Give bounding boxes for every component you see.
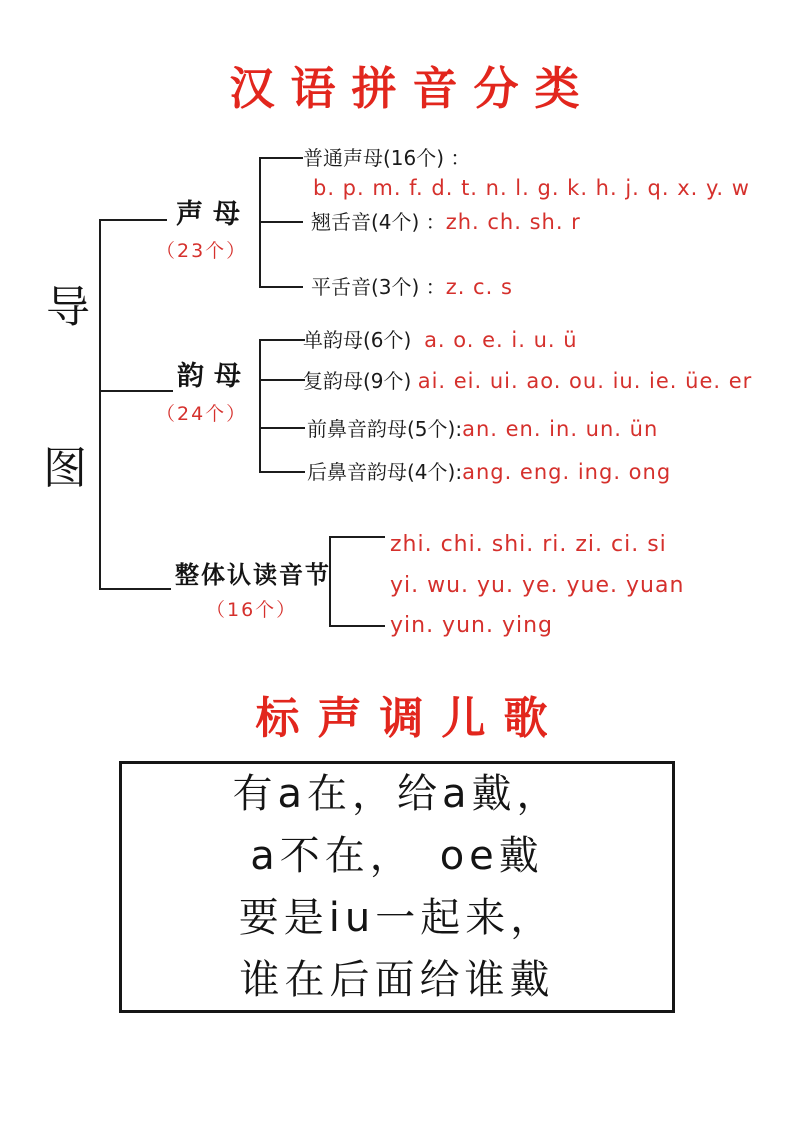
leaf-fuyunmu-label: 复韵母(9个)	[303, 369, 412, 393]
leaf-qianbiyin-label: 前鼻音韵母(5个):	[307, 417, 463, 441]
leaf-putong-shengmu-value: b. p. m. f. d. t. n. l. g. k. h. j. q. x. y. w	[313, 176, 750, 200]
shengmu-tick-3	[259, 286, 303, 288]
leaf-zhengti-line-1: zhi. chi. shi. ri. zi. ci. si	[390, 532, 667, 557]
leaf-qiaosheyin	[311, 210, 581, 235]
rhyme-line-2: a不在， oe戴	[250, 833, 544, 879]
leaf-danyunmu-label: 单韵母(6个)	[303, 328, 412, 352]
branch-yunmu-label: 韵母	[177, 361, 251, 392]
shengmu-tick-2	[259, 221, 303, 223]
leaf-houbiyin	[307, 460, 671, 485]
leaf-zhengti-line-2: yi. wu. yu. ye. yue. yuan	[390, 573, 685, 598]
zhengti-tick-bottom	[329, 625, 385, 627]
shengmu-tick-1	[259, 157, 303, 159]
yunmu-tick-3	[259, 427, 305, 429]
yunmu-subtrunk-line	[259, 339, 261, 473]
rhyme-line-1: 有a在，给a戴，	[232, 771, 562, 817]
leaf-putong-shengmu	[303, 146, 470, 170]
leaf-qianbiyin	[307, 417, 658, 442]
root-label-char-1: 导	[46, 282, 90, 333]
leaf-pingsheyin	[311, 275, 513, 300]
leaf-danyunmu-value: a. o. e. i. u. ü	[424, 328, 578, 352]
rhyme-title: 标声调儿歌	[255, 693, 566, 744]
leaf-qiaosheyin-value: zh. ch. sh. r	[445, 210, 581, 234]
leaf-houbiyin-label: 后鼻音韵母(4个):	[307, 460, 463, 484]
branch-shengmu-line	[99, 219, 167, 221]
branch-yunmu-line	[99, 390, 173, 392]
leaf-pingsheyin-label: 平舌音(3个) ：	[311, 275, 446, 299]
branch-yunmu-count: （24个）	[156, 403, 248, 425]
rhyme-line-4: 谁在后面给谁戴	[239, 957, 555, 1003]
leaf-fuyunmu-value: ai. ei. ui. ao. ou. iu. ie. üe. er	[417, 369, 753, 393]
yunmu-tick-4	[259, 471, 305, 473]
leaf-qiaosheyin-label: 翘舌音(4个) ：	[311, 210, 446, 234]
leaf-houbiyin-value: ang. eng. ing. ong	[462, 460, 672, 484]
branch-zhengti-label: 整体认读音节	[175, 561, 331, 589]
branch-zhengti-count: （16个）	[206, 599, 298, 621]
leaf-zhengti-line-3: yin. yun. ying	[390, 613, 553, 638]
trunk-vertical-line	[99, 219, 101, 590]
root-label-char-2: 图	[43, 443, 87, 494]
branch-shengmu-count: （23个）	[156, 240, 248, 262]
branch-shengmu-label: 声母	[176, 199, 250, 230]
page-title: 汉语拼音分类	[229, 62, 596, 115]
yunmu-tick-2	[259, 379, 305, 381]
leaf-qianbiyin-value: an. en. in. un. ün	[462, 417, 659, 441]
branch-zhengti-line	[99, 588, 171, 590]
zhengti-tick-top	[329, 536, 385, 538]
leaf-pingsheyin-value: z. c. s	[445, 275, 513, 299]
leaf-danyunmu	[303, 328, 578, 353]
rhyme-line-3: 要是iu一起来，	[238, 895, 556, 941]
rhyme-box	[119, 761, 675, 1013]
yunmu-tick-1	[259, 339, 305, 341]
leaf-fuyunmu	[303, 369, 752, 394]
leaf-putong-shengmu-values	[313, 176, 750, 201]
leaf-putong-shengmu-label: 普通声母(16个) ：	[303, 146, 471, 170]
